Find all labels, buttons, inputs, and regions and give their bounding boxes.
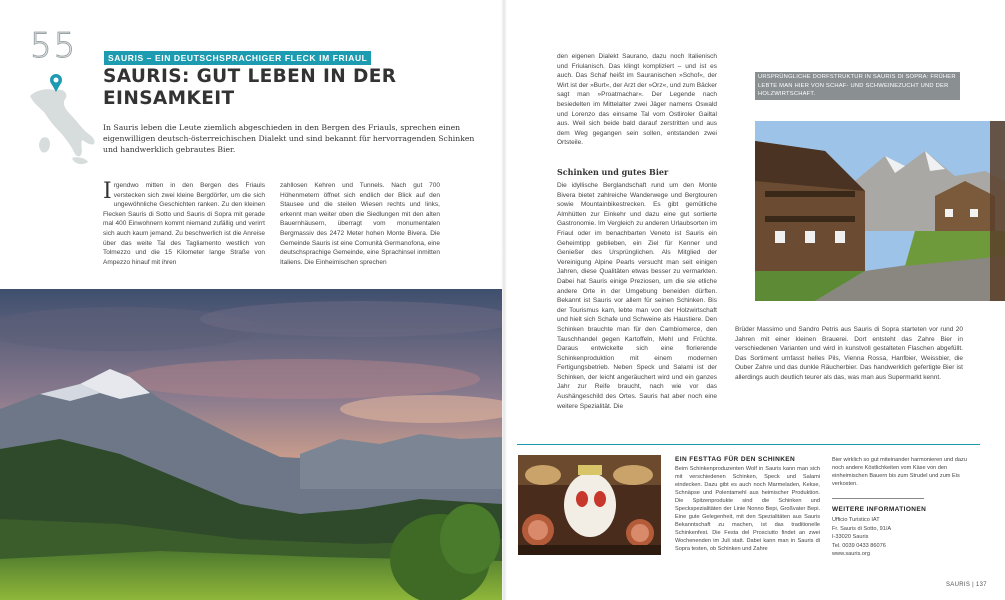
infobox-text: Beim Schinkenproduzenten Wolf in Sauris kann man sich mit verschiedenen Schinken, Speck und Salami eindecken. Dazu gibt es auch noch Marmeladen, Kekse, Schnäpse und Polentamehl aus heimischer Produktion. Die Spitzenprodukte sind die Schinken und Speckspezialitäten der Linie Nonno Bepi, Großvater Bepi. Eine gute Gelegenheit, mit den Spezialitäten aus Sauris Bekanntschaft zu machen, ist das traditionelle Schinkenfest. Die Festa del Prosciutto findet an zwei Wochenenden im Juli statt. Dabei kann man in Sauris di Sopra testen, ob Schinken und Zahre xyxy=(675,466,820,552)
info-title: WEITERE INFORMATIONEN xyxy=(832,506,927,513)
section-kicker: SAURIS – EIN DEUTSCHSPRACHIGER FLECK IM FRIAUL xyxy=(104,51,371,65)
column-1-body: rgendwo mitten in den Bergen des Friauls verstecken sich zwei kleine Bergdörfer, um die sich ungewöhnliche Geschichten ranken. Zu den kleinen Flecken Sauris di Sotto und Sauris di Sopra mit gerade mal 400 Einwohnern kommt niemand zufällig und verirrt sich auch kaum jemand. Zu beschwerlich ist die Anreise über das weite Tal des Tagliamento westlich von Tolmezzo und die 15 Kilometer lange Straße von Ampezzo hinauf mit ihren xyxy=(103,182,265,266)
village-photo xyxy=(755,121,1005,301)
drop-cap: I xyxy=(103,179,112,204)
article-headline: SAURIS: GUT LEBEN IN DER EINSAMKEIT xyxy=(103,66,397,109)
infobox-title: EIN FESTTAG FÜR DEN SCHINKEN xyxy=(675,456,796,463)
subheading: Schinken und gutes Bier xyxy=(557,167,669,177)
info-line: Fr. Sauris di Sotto, 91/A xyxy=(832,525,892,532)
mountain-photo xyxy=(0,289,502,600)
text-column-1 xyxy=(103,181,265,267)
text-column-4: Brüder Massimo und Sandro Petris aus Sauris di Sopra starteten vor rund 20 Jahren mit einer kleinen Brauerei. Dort entsteht das Zahre Bier in verschiedenen Varianten und wird in kunstvoll gestalteten Flaschen abgefüllt. Das Sortiment umfasst helles Pils, Vienna Rossa, Hanfbier, Weissbier, die Ouber Zahre und das dunkle Räucherbier. Das handwerklich gefertigte Bier ist allerdings auch deutlich teurer als das, was man aus Supermarkt kennt. xyxy=(735,326,963,381)
info-line: Ufficio Turistico IAT xyxy=(832,517,880,523)
page-footer: SAURIS | 137 xyxy=(946,582,987,588)
photo-caption: URSPRÜNGLICHE DORFSTRUKTUR IN SAURIS DI SOPRA: FRÜHER LEBTE MAN HIER VON SCHAF- UND SCHWEINEZUCHT UND DER HOLZWIRTSCHAFT. xyxy=(755,72,960,100)
chapter-number: 55 xyxy=(30,26,78,66)
ham-photo xyxy=(518,455,661,555)
info-line: I-33020 Sauris xyxy=(832,534,869,540)
info-line: Tel. 0039 0433 86076 xyxy=(832,542,886,549)
info-address xyxy=(832,516,891,559)
info-divider xyxy=(832,498,924,499)
infobox-rule xyxy=(517,444,980,445)
article-intro: In Sauris leben die Leute ziemlich abgeschieden in den Bergen des Friauls, sprechen einen eigenwilligen deutsch-österreichischen Dialekt und sind bekannt für hervorragenden Schinken und handwerklich gebrautes Bier. xyxy=(103,123,475,154)
text-column-2: zahllosen Kehren und Tunnels. Nach gut 700 Höhenmetern öffnet sich endlich der Blick auf den Stausee und die steilen Wiesen rechts und links, erkennt man weiter oben die Siedlungen mit den alten Bauernhäusern, überragt vom monumentalen Bergmassiv des 2472 Meter hohen Monte Bivera. Die Gemeinde Sauris ist eine Comunità Germanofona, eine deutschsprachige Gemeinde, eine Sprachinsel inmitten Italiens. Die Einheimischen sprechen xyxy=(280,182,440,266)
italy-map-icon xyxy=(22,68,102,168)
infobox-text-continued: Bier wirklich so gut miteinander harmonieren und dazu noch andere Köstlichkeiten vom Käse von den einheimischen Bauern bis zum Strudel und zum Eis verkosten. xyxy=(832,457,967,487)
text-column-3b: Die idyllische Berglandschaft rund um den Monte Bivera bietet zahlreiche Wanderwege und Bergtouren sowie Mountainbikestrecken. Es gibt gemütliche Almhütten zur Einkehr und dazu eine gut sortierte Gastronomie. Im Vergleich zu anderen Urlaubsorten im Friaul oder im benachbarten Veneto ist Sauris ein Geheimtipp geblieben, ein Ziel für Kenner und Genießer des Ursprünglichen. Als Mitglied der Vereinigung Alpine Pearls versucht man seit einigen Jahren, diese Qualitäten etwas besser zu vermarkten. Dabei hat Sauris einige Preziosen, um die sie etliche andere Orte in der Umgebung beneiden dürften. Bekannt ist Sauris vor allem für seinen Schinken. Bis der Tourismus kam, lebte man von der Holzwirtschaft und hielt sich Schafe und Schweine als Haustiere. Den Schinken brauchte man für den Cambiomerce, den Tauschhandel gegen Kartoffeln, Mehl und Früchte. Daraus entwickelte sich eine florierende Schinkenproduktion mit einem modernen Fertigungsbetrieb. Neben Speck und Salami ist der Schinken, der leicht angeräuchert wird und ein ganzes Jahr zur Reife braucht, nach wie vor das Aushängeschild des Ortes. Sauris hat aber noch eine weitere Spezialität. Die xyxy=(557,182,717,410)
text-column-3: den eigenen Dialekt Saurano, dazu noch Italienisch und Friulanisch. Das klingt kompliziert – und ist es auch. Das Schaf heißt im Sauranischen »Schof«, der Wirt ist der »Burt«, der Arzt der »Orz«, und zum Bäcker sagt man »Proatmachar«. Der Legende nach besiedelten im Mittelalter zwei Jäger namens Oswald und Lorenzo das einsame Tal vom Ostliroler Gailtal aus. Weil sich beide bald darauf zerstritten und aus dem Weg gegangen sein sollen, entstanden zwei Ortsteile. xyxy=(557,53,717,147)
info-link[interactable]: www.sauris.org xyxy=(832,551,870,557)
